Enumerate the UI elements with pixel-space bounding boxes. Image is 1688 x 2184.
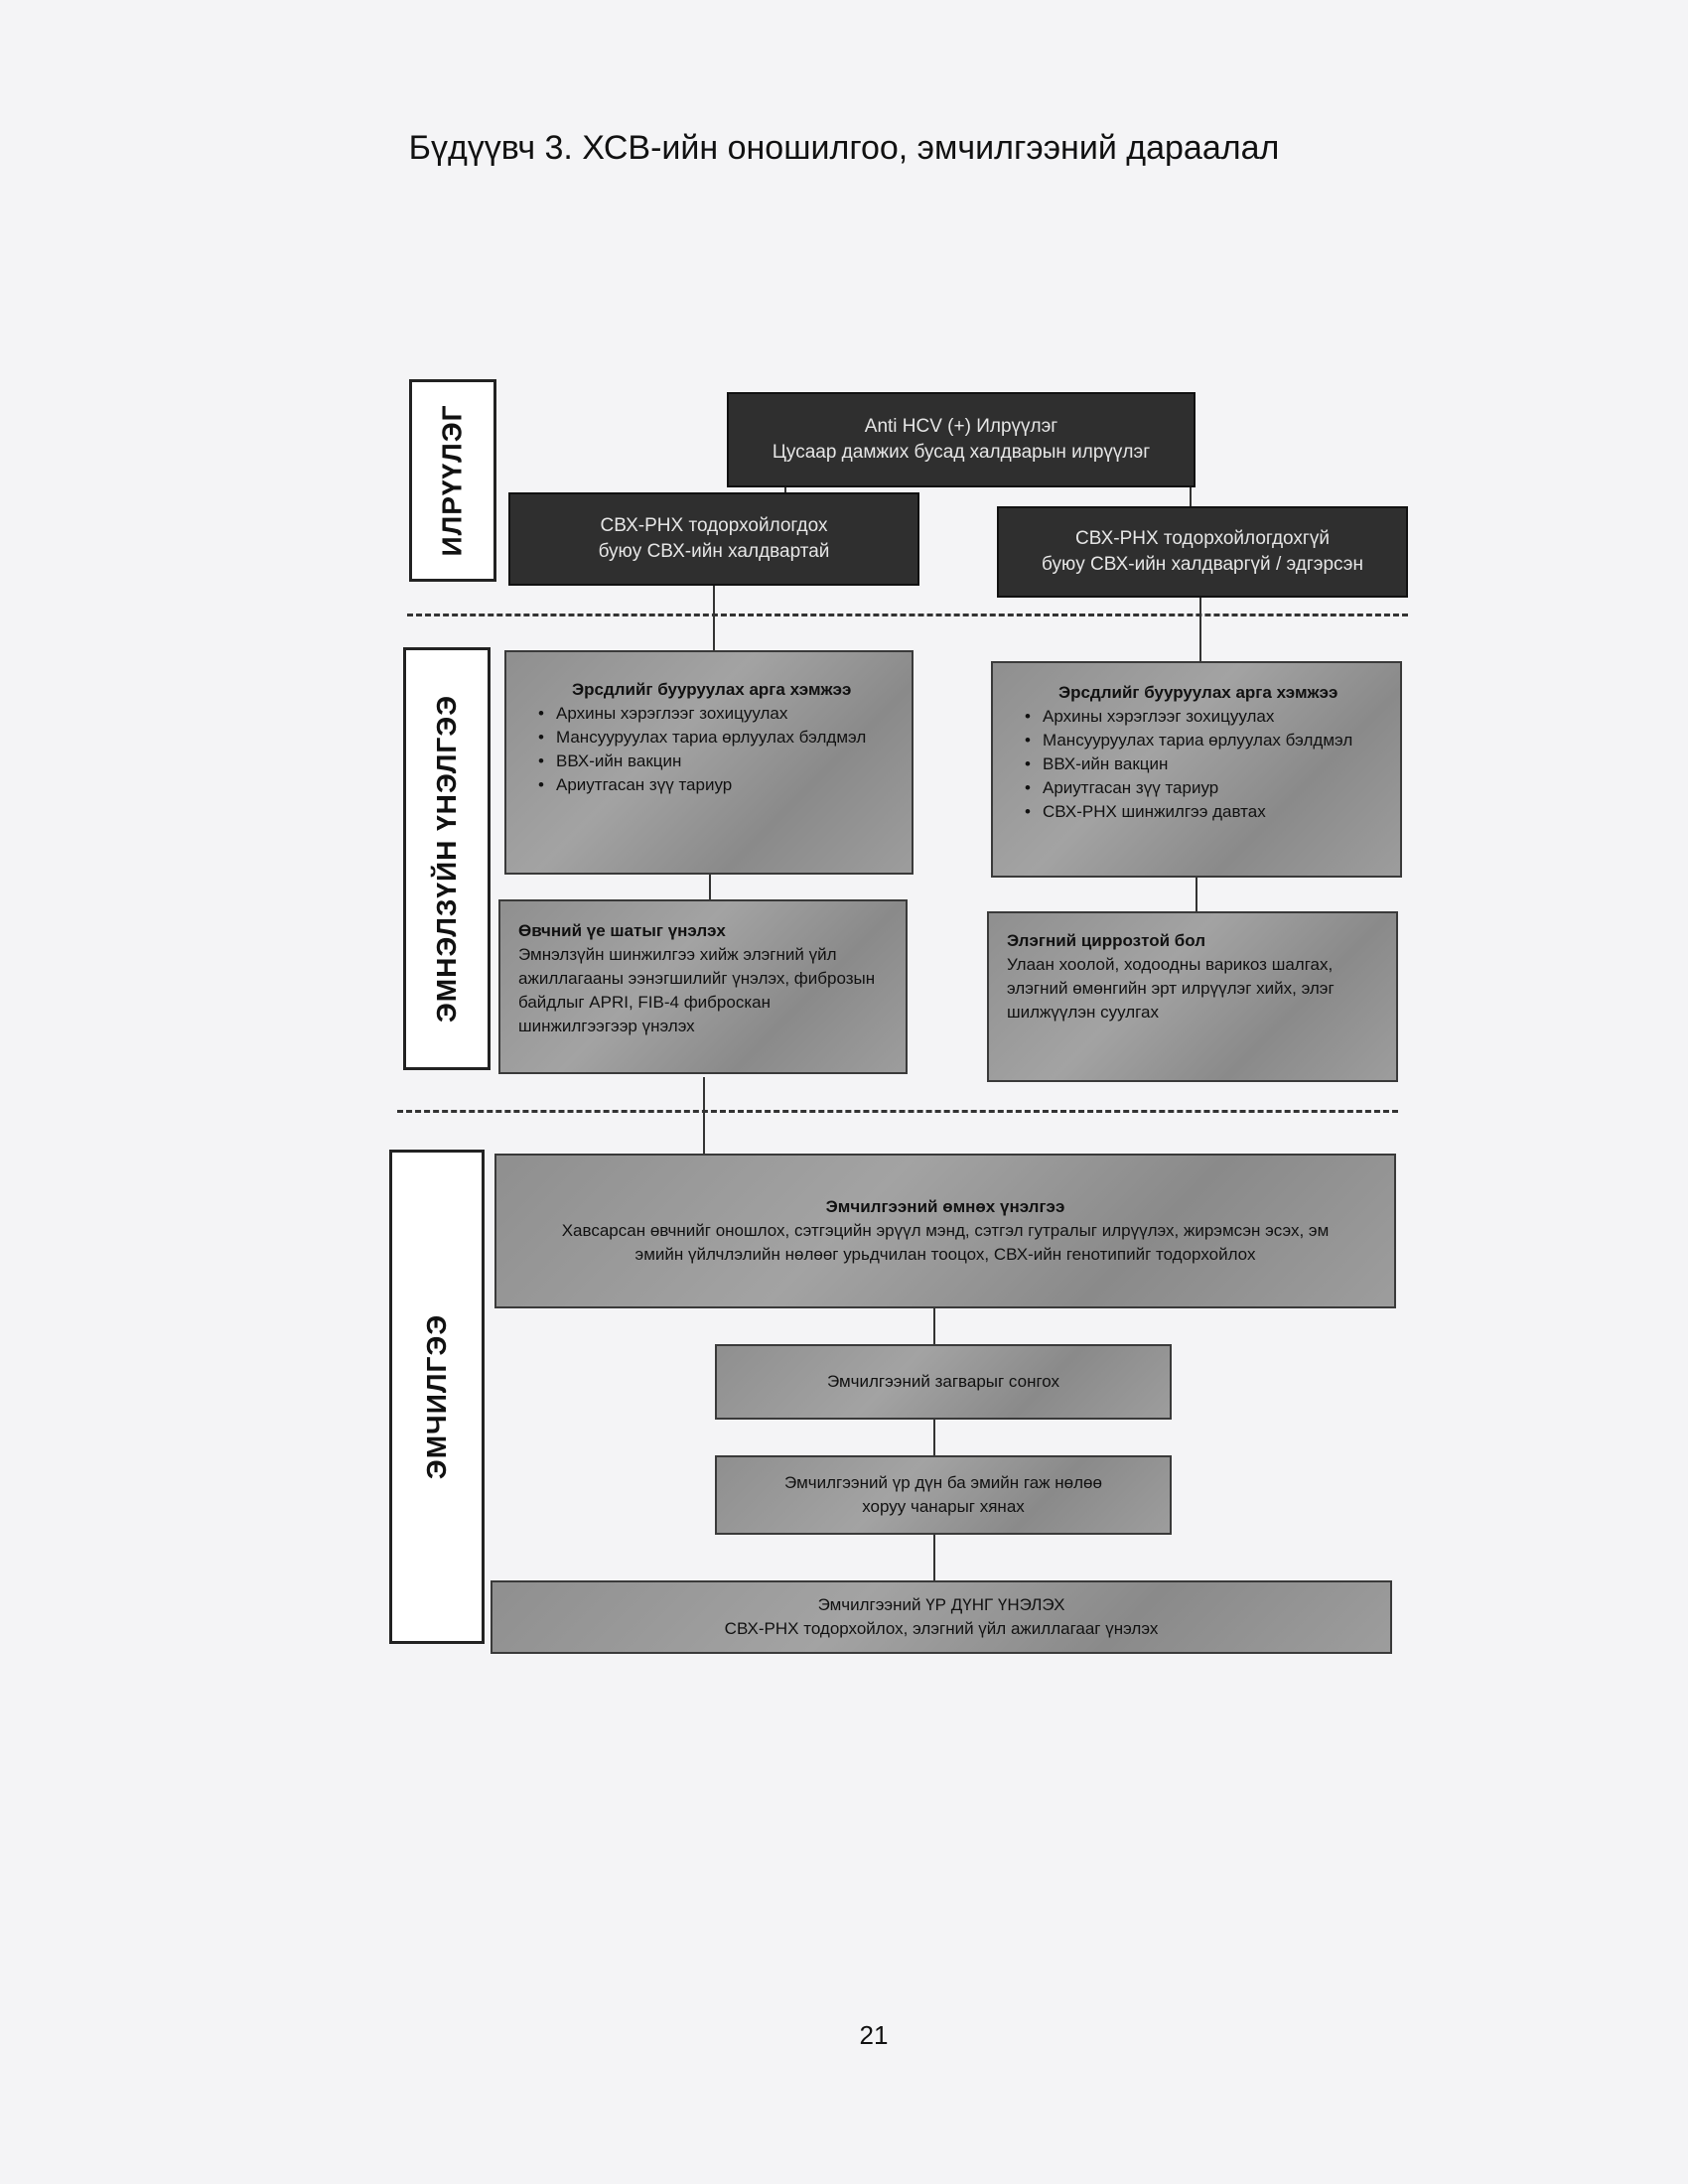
section-clinical-text: ЭМНЭЛЗҮЙН ҮНЭЛГЭЭ: [431, 694, 462, 1024]
connector: [713, 586, 715, 650]
box-pre-treatment-assessment: [494, 1154, 1396, 1308]
anti-hcv-line2: Цусаар дамжих бусад халдварын илрүүлэг: [772, 442, 1151, 463]
box-anti-hcv-screening: [727, 392, 1196, 487]
cirrhosis-text: Улаан хоолой, ходоодны варикоз шалгах, элэгний өмөнгийн эрт илрүүлэг хийх, элэг шилжүүлэн суулгах: [1007, 955, 1335, 1022]
page-title: Бүдүүвч 3. ХСВ-ийн оношилгоо, эмчилгээний дараалал: [408, 129, 1280, 167]
connector: [1199, 596, 1201, 663]
anti-hcv-line1: Anti HCV (+) Илрүүлэг: [864, 416, 1058, 437]
box-final-evaluation: [491, 1580, 1392, 1654]
pre-treatment-title: Эмчилгээний өмнөх үнэлгээ: [825, 1197, 1065, 1216]
connector: [933, 1306, 935, 1346]
section-treatment-text: ЭМЧИЛГЭЭ: [421, 1313, 452, 1480]
connector: [1196, 876, 1197, 913]
final-eval-line2: СВХ-РНХ тодорхойлох, элэгний үйл ажиллагааг үнэлэх: [724, 1619, 1159, 1638]
final-eval-line1: Эмчилгээний ҮР ДҮНГ ҮНЭЛЭХ: [817, 1595, 1065, 1614]
list-item: • ВВХ-ийн вакцин: [538, 750, 894, 773]
list-item: • СВХ-РНХ шинжилгээ давтах: [1025, 800, 1382, 824]
section-label-treatment: [389, 1150, 485, 1644]
rna-negative-line1: СВХ-РНХ тодорхойлогдохгүй: [1075, 528, 1330, 549]
page-number: 21: [859, 2020, 889, 2050]
separator-bottom: [397, 1110, 1398, 1113]
risk-right-list: [1011, 705, 1382, 824]
connector: [933, 1535, 935, 1582]
separator-top: [407, 614, 1408, 616]
list-item: • Ариутгасан зүү тариур: [538, 773, 894, 797]
cirrhosis-title: Элэгний циррозтой бол: [1007, 931, 1206, 950]
box-cirrhosis: [987, 911, 1398, 1082]
monitor-line2: хоруу чанарыг хянах: [862, 1497, 1025, 1516]
section-detection-text: ИЛРҮҮЛЭГ: [437, 404, 468, 557]
box-rna-positive: [508, 492, 919, 586]
rna-negative-line2: буюу СВХ-ийн халдваргүй / эдгэрсэн: [1042, 554, 1363, 575]
list-item: • Мансууруулах тариа өрлуулах бэлдмэл: [538, 726, 894, 750]
choose-regimen-text: Эмчилгээний загварыг сонгох: [826, 1372, 1060, 1391]
rna-positive-line2: буюу СВХ-ийн халдвартай: [598, 541, 830, 562]
box-monitor-treatment: [715, 1455, 1172, 1535]
list-item: • Ариутгасан зүү тариур: [1025, 776, 1382, 800]
box-disease-stage: [498, 899, 908, 1074]
connector: [709, 874, 711, 899]
risk-left-list: [524, 702, 894, 797]
list-item: • ВВХ-ийн вакцин: [1025, 752, 1382, 776]
box-rna-negative: [997, 506, 1408, 598]
risk-left-title: Эрсдлийг бууруулах арга хэмжээ: [572, 680, 852, 699]
connector: [933, 1418, 935, 1457]
box-risk-reduction-right: [991, 661, 1402, 878]
stage-title: Өвчний үе шатыг үнэлэх: [518, 921, 726, 940]
list-item: • Архины хэрэглээг зохицуулах: [538, 702, 894, 726]
list-item: • Архины хэрэглээг зохицуулах: [1025, 705, 1382, 729]
stage-text: Эмнэлзүйн шинжилгээ хийж элэгний үйл ажиллагааны ээнэгшилийг үнэлэх, фиброзын байдлыг APRI, FIB-4 фиброскан шинжилгээгээр үнэлэх: [518, 945, 876, 1035]
section-label-clinical: [403, 647, 491, 1070]
pre-treatment-text: Хавсарсан өвчнийг оношлох, сэтгэцийн эрүүл мэнд, сэтгэл гутралыг илрүүлэх, жирэмсэн эсэх, эм эмийн үйлчлэлийн нөлөөг урьдчилан тооцох, СВХ-ийн генотипийг тодорхойлох: [561, 1221, 1330, 1264]
list-item: • Мансууруулах тариа өрлуулах бэлдмэл: [1025, 729, 1382, 752]
risk-right-title: Эрсдлийг бууруулах арга хэмжээ: [1058, 683, 1338, 702]
monitor-line1: Эмчилгээний үр дүн ба эмийн гаж нөлөө: [784, 1473, 1102, 1492]
box-risk-reduction-left: [504, 650, 914, 875]
section-label-detection: [409, 379, 496, 582]
rna-positive-line1: СВХ-РНХ тодорхойлогдох: [600, 515, 828, 536]
connector: [703, 1077, 705, 1155]
box-choose-regimen: [715, 1344, 1172, 1420]
